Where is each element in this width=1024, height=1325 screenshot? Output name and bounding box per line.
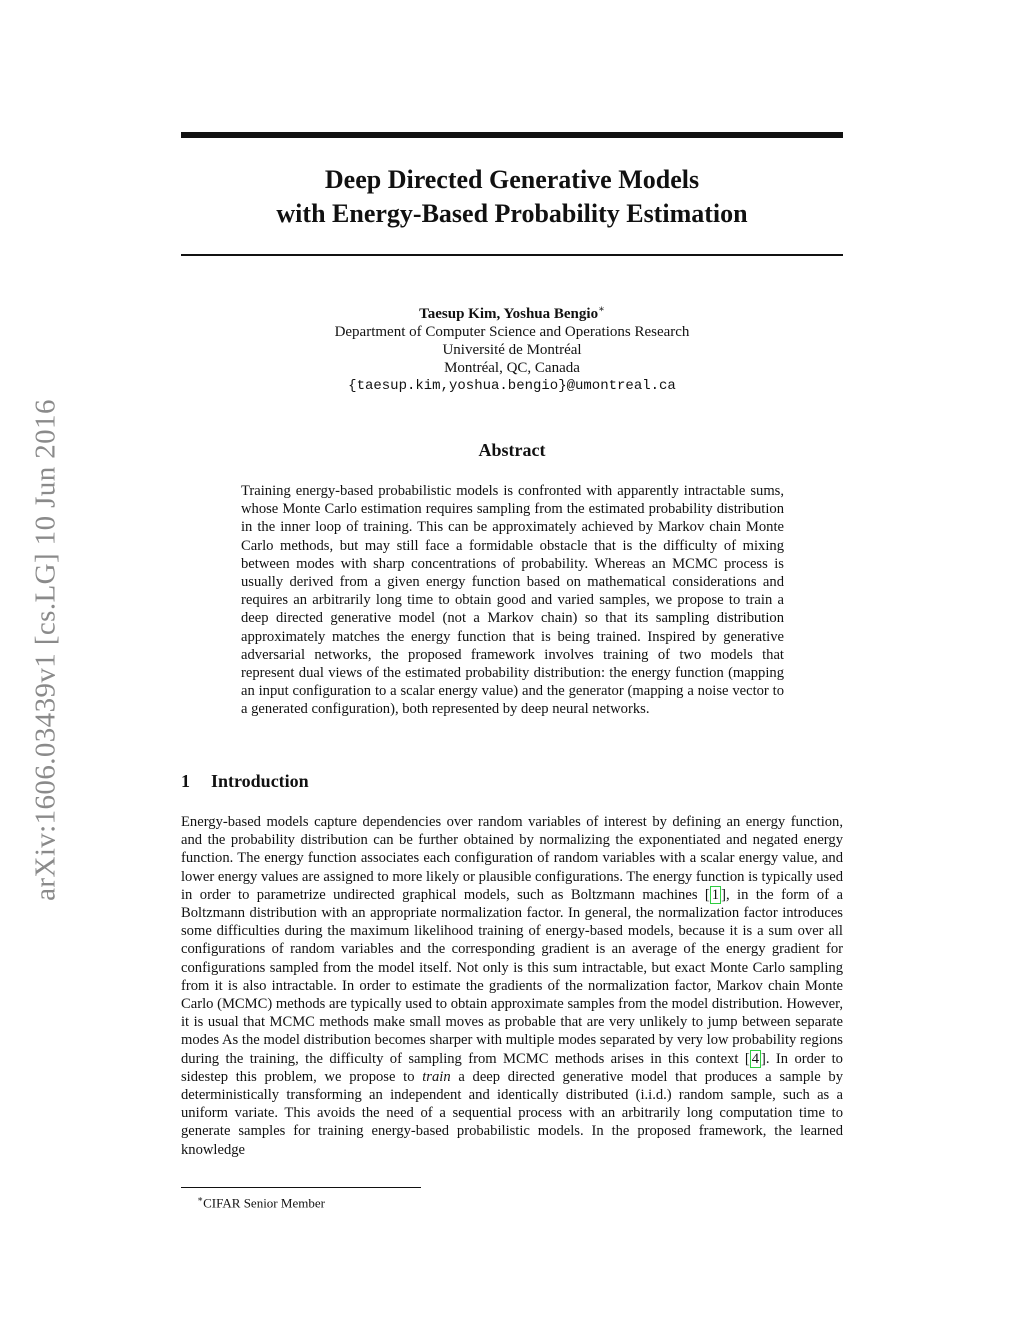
footnote-mark: ∗ [197, 1194, 204, 1204]
section-number: 1 [181, 771, 190, 791]
paper-title [181, 163, 843, 231]
arxiv-identifier-stamp[interactable]: arXiv:1606.03439v1 [cs.LG] 10 Jun 2016 [29, 399, 62, 901]
title-line-1: Deep Directed Generative Models [324, 165, 700, 194]
title-top-rule [181, 132, 843, 138]
author-email[interactable]: {taesup.kim,yoshua.bengio}@umontreal.ca [348, 378, 676, 394]
emphasis-train: train [422, 1068, 451, 1085]
section-title: Introduction [211, 771, 309, 791]
footnote-text: CIFAR Senior Member [203, 1195, 325, 1211]
citation-link-4[interactable]: 4 [751, 1050, 759, 1067]
title-line-2: with Energy-Based Probability Estimation [276, 199, 748, 228]
abstract-heading: Abstract [478, 440, 546, 460]
author-university: Université de Montréal [442, 342, 582, 358]
author-location: Montréal, QC, Canada [444, 360, 580, 376]
introduction-text: Energy-based models capture dependencies over random variables of interest by defining an energy function, and the probability distribution can be further obtained by normalizing the exponentiated and negated energy function. The energy function associates each configuration of random variables with a scalar energy value, and lower energy values are assigned to more likely or plausible configurations. The energy function is typically used in order to parametrize undirected graphical models, such as Boltzmann machines [ 1 ], in the form of a Boltzmann distribution with an appropriate normalization factor. In general, the normalization factor introduces some difficulties during the maximum likelihood training of energy-based models, because it is a sum over all configurations of random variables and the corresponding gradient is an average of the energy gradient for configurations sampled from the model itself. Not only is this sum intractable, but exact Monte Carlo sampling from it is also intractable. In order to estimate the gradients of the normalization factor, Markov chain Monte Carlo (MCMC) methods are typically used to obtain approximate samples from the model distribution. However, it is usual that MCMC methods make small moves as probable that are very unlikely to jump between separate modes As the model distribution becomes sharper with multiple modes separated by very low probability regions during the training, the difficulty of sampling from MCMC methods arises in this context [ 4 ]. In order to sidestep this problem, we propose to train a deep directed generative model that produces a sample by deterministically transforming an independent and identically distributed (i.i.d.) random sample, such as a uniform variate. This avoids the need of a sequential process with an arbitrarily long computation time to generate samples for training energy-based probabilistic models. In the proposed framework, the learned knowledge [181, 814, 843, 1158]
citation-link-1[interactable]: 1 [711, 886, 720, 903]
author-footnote-mark[interactable]: ∗ [598, 304, 605, 315]
author-names: Taesup Kim, Yoshua Bengio∗ [419, 304, 605, 322]
author-department: Department of Computer Science and Operations Research [334, 324, 690, 340]
footnote-rule [181, 1187, 421, 1188]
abstract-text: Training energy-based probabilistic models is confronted with apparently intractable sums, whose Monte Carlo estimation requires sampling from the estimated probability distribution in the inner loop of training. This can be approximately achieved by Markov chain Monte Carlo methods, but may still face a formidable obstacle that is the difficulty of mixing between modes with sharp concentrations of probability. Whereas an MCMC process is usually derived from a given energy function based on mathematical considerations and requires an arbitrarily long time to obtain good and varied samples, we propose to train a deep directed generative model (not a Markov chain) so that its sampling distribution approximately matches the energy function that is being trained. Inspired by generative adversarial networks, the proposed framework involves training of two models that represent dual views of the estimated probability distribution: the energy function (mapping an input configuration to a scalar energy value) and the generator (mapping a noise vector to a generated configuration), both represented by deep neural networks. [241, 483, 784, 718]
introduction-heading [181, 771, 843, 792]
footnote [197, 1191, 797, 1211]
author-block [181, 301, 843, 395]
title-bottom-rule [181, 254, 843, 256]
